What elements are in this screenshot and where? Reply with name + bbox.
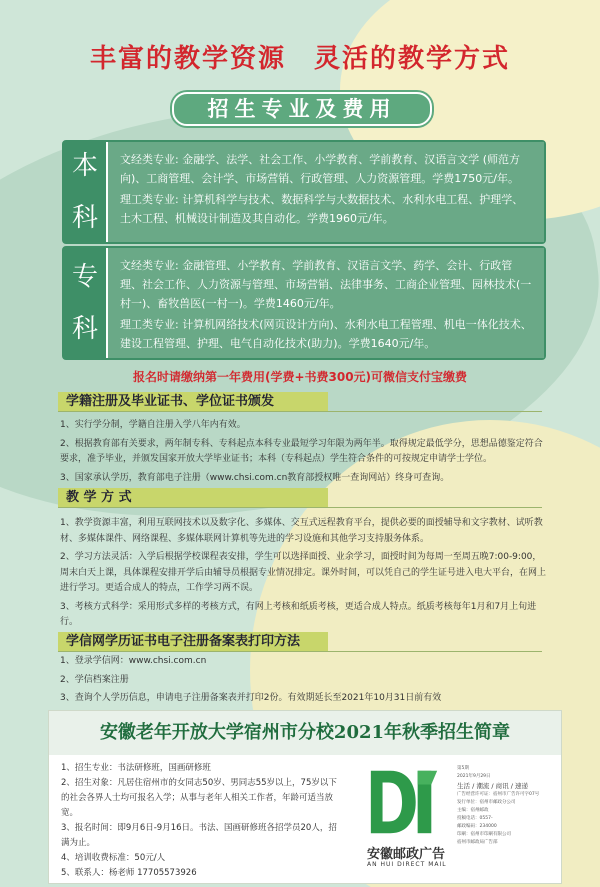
list-item: 2、学信档案注册 (60, 674, 129, 685)
section-divider (58, 507, 542, 508)
list-item: 4、培训收费标准：50元/人 (61, 853, 166, 863)
slogan: 丰富的教学资源 灵活的教学方式 (89, 44, 510, 74)
zhuanke-body (108, 248, 544, 358)
fee-notice: 报名时请缴纳第一年费用(学费+书费300元)可微信支付宝缴费 (132, 370, 468, 384)
publisher-tagline: 生活 / 潮流 / 商讯 / 速递 (457, 782, 528, 790)
section-divider (58, 651, 542, 652)
benke-label-char: 本 (71, 151, 98, 181)
senior-university-list (61, 761, 341, 881)
publisher-info-line: 发行单位：宿州市邮政分公司 (457, 800, 516, 805)
publisher-info-line: 主编：宿州邮政 (457, 808, 489, 813)
list-item: 3、国家承认学历，教育部电子注册（www.chsi.com.cn教育部授权唯一查询网站）终身可查询。 (60, 472, 450, 483)
section-heading-chsi: 学信网学历证书电子注册备案表打印方法 (58, 632, 328, 652)
fees-title: 招生专业及费用 (172, 92, 432, 126)
list-item: 1、招生专业：书法研修班，国画研修班 (61, 763, 211, 773)
zhuanke-block (62, 246, 546, 360)
zhuanke-label-char: 科 (71, 314, 98, 344)
zhuanke-science: 理工类专业: 计算机网络技术(网页设计方向)、水利水电工程管理、机电一体化技术、建设工程管理、护理、电气自动化技术(助力)。学费1640元/年。 (120, 318, 532, 350)
enrollment-list (60, 418, 550, 489)
benke-block (62, 140, 546, 244)
list-item: 1、教学资源丰富，利用互联网技术以及数字化、多媒体、交互式远程教育平台，提供必要的面授辅导和文字教材、试听教材、多媒体课件、网络课程、多媒体联网计算机等先进的学习设施和其他学习支持服务体系。 (60, 518, 543, 544)
benke-body (108, 142, 544, 242)
publisher-card (361, 759, 553, 877)
teaching-list (60, 516, 550, 634)
zhuanke-liberal-arts: 文经类专业: 金融管理、小学教育、学前教育、汉语言文学、药学、会计、行政管理、社会工作、人力资源与管理、市场营销、法律事务、工商企业管理、园林技术(一村一)、畜牧兽医(一村一)。学费1460元/年。 (120, 259, 532, 310)
senior-university-title: 安徽老年开放大学宿州市分校2021年秋季招生简章 (49, 711, 561, 755)
list-item: 2、根据教育部有关要求，两年制专科、专科起点本科专业最短学习年限为两年半。取得规定最低学分，思想品德鉴定符合要求，准予毕业，并颁发国家开放大学毕业证书；本科（专科起点）学生符合条件的可按规定申请学士学位。 (60, 438, 543, 464)
senior-university-panel (48, 710, 562, 884)
publisher-info (457, 765, 551, 847)
issue-number: 第5期 (457, 766, 469, 771)
section-heading-enrollment: 学籍注册及毕业证书、学位证书颁发 (58, 392, 328, 412)
section-heading-teaching: 教 学 方 式 (58, 488, 328, 508)
issue-date: 2021年9月29日 (457, 774, 491, 779)
list-item: 5、联系人：杨老师 17705573926 (61, 868, 197, 878)
anhui-direct-mail-logo-icon (365, 763, 443, 841)
publisher-info-line: 投稿电话：0557- (457, 816, 493, 821)
benke-label (64, 142, 106, 242)
publisher-info-line: 宿州市邮政局广告部 (457, 840, 498, 845)
benke-liberal-arts: 文经类专业: 金融学、法学、社会工作、小学教育、学前教育、汉语言文学 (师范方向)、工商管理、会计学、市场营销、行政管理、人力资源管理。学费1750元/年。 (120, 153, 520, 185)
chsi-list (60, 654, 550, 710)
list-item: 1、登录学信网：www.chsi.com.cn (60, 656, 207, 666)
publisher-info-line: 广告经营许可证：宿州市广告许可字07号 (457, 792, 540, 797)
benke-science: 理工类专业: 计算机科学与技术、数据科学与大数据技术、水利水电工程、护理学、土木工程、机械设计制造及其自动化。学费1960元/年。 (120, 193, 524, 225)
publisher-name: 安徽邮政广告 (367, 847, 446, 862)
list-item: 3、考核方式科学：采用形式多样的考核方式，有网上考核和纸质考核，更适合成人特点。纸质考核每年1月和7月上旬进行。 (60, 601, 537, 627)
publisher-name-en: AN HUI DIRECT MAIL (367, 861, 447, 868)
section-divider (58, 411, 542, 412)
list-item: 3、报名时间：即9月6日-9月16日。书法、国画研修班各招学员20人，招满为止。 (61, 823, 337, 848)
publisher-info-line: 印刷：宿州市印刷有限公司 (457, 832, 511, 837)
list-item: 3、查询个人学历信息，申请电子注册备案表并打印2份。有效期延长至2021年10月31日前有效 (60, 693, 442, 703)
list-item: 2、学习方法灵活：入学后根据学校课程表安排，学生可以选择面授、业余学习，面授时间为每周一至周五晚7:00-9:00，周末白天上课，具体课程安排开学后由辅导员根据专业情况排定。课外时间，可以凭自己的学生证号进入电大平台，在网上进行学习。更适合成人的特点，工作学习两不误。 (60, 552, 547, 593)
publisher-info-line: 邮政编码：234000 (457, 824, 497, 829)
zhuanke-label (64, 248, 106, 358)
list-item: 2、招生对象：凡居住宿州市的女同志50岁、男同志55岁以上，75岁以下的社会各界人士均可报名入学；从事与老年人相关工作者，年龄可适当放宽。 (61, 778, 337, 818)
zhuanke-label-char: 专 (71, 262, 98, 292)
benke-label-char: 科 (71, 203, 98, 233)
list-item: 1、实行学分制，学籍自注册入学八年内有效。 (60, 420, 246, 430)
